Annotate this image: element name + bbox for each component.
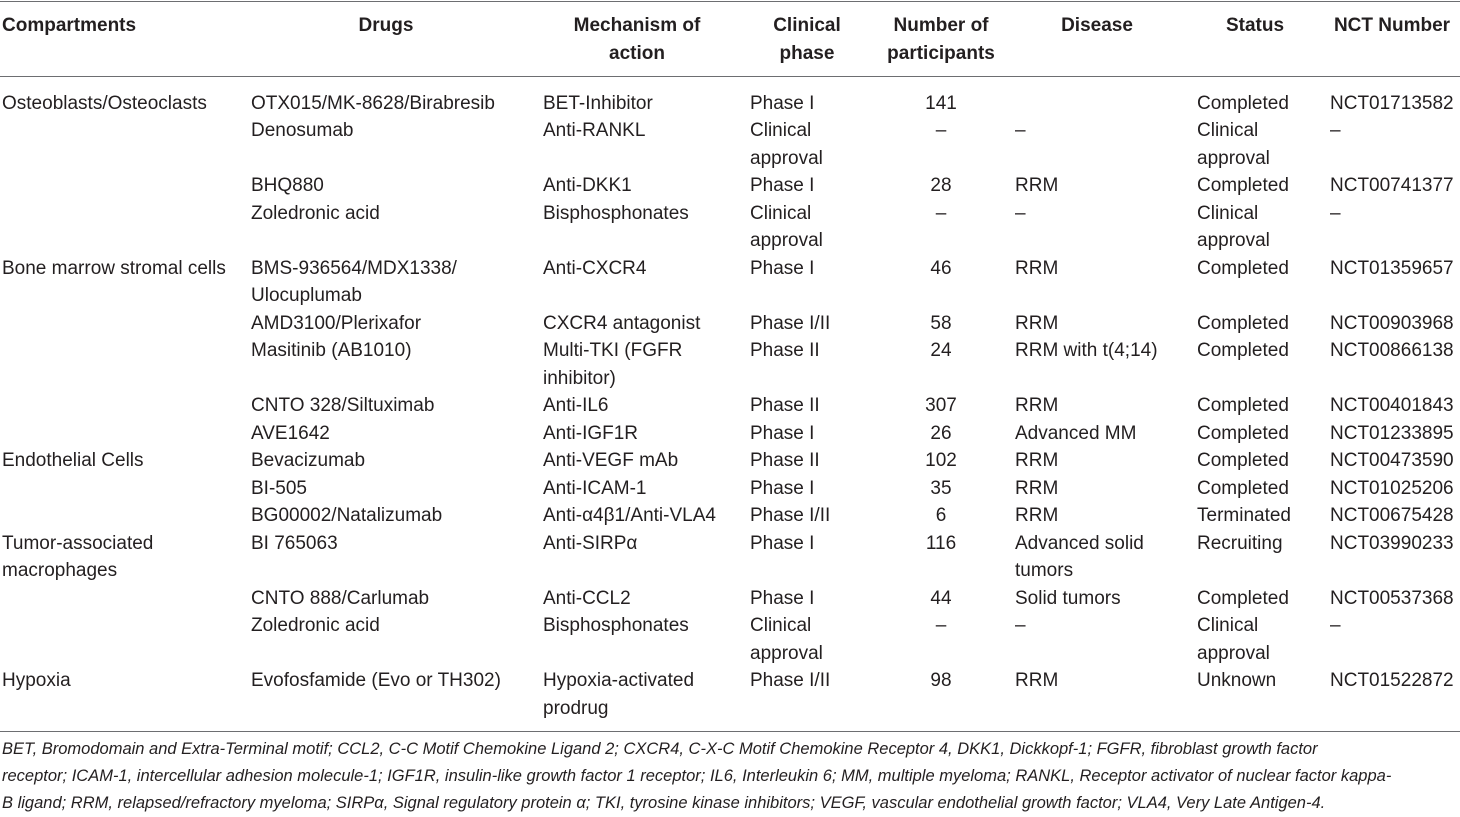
cell-status <box>1197 585 1289 613</box>
cell-drug-line: Denosumab <box>251 120 354 141</box>
cell-compartment-line: Hypoxia <box>2 670 71 691</box>
cell-status-line: Completed <box>1197 422 1289 444</box>
cell-status <box>1197 255 1289 283</box>
cell-participants: 26 <box>930 422 952 444</box>
cell-disease <box>1015 255 1058 283</box>
cell-phase <box>750 585 814 613</box>
cell-status <box>1197 90 1289 118</box>
cell-phase-line: approval <box>750 147 823 169</box>
cell-disease <box>1015 337 1158 365</box>
cell-status <box>1197 420 1289 448</box>
cell-disease <box>1015 502 1058 530</box>
cell-disease-line: RRM <box>1015 670 1059 691</box>
cell-status <box>1197 200 1270 255</box>
header-participants <box>876 12 1006 67</box>
cell-nct: NCT01233895 <box>1330 422 1454 444</box>
footnote-line: BET, Bromodomain and Extra-Terminal motif; CCL2, C-C Motif Chemokine Ligand 2; CXCR4, C-X-C Motif Chemokine Receptor 4, DKK1, Dickkopf-1; FGFR, fibroblast growth factor <box>2 740 1318 758</box>
cell-nct: NCT00401843 <box>1330 395 1454 416</box>
cell-disease <box>1015 117 1026 145</box>
header-phase-line1: Clinical <box>773 15 841 36</box>
cell-mechanism <box>543 530 637 558</box>
cell-compartment-line: Endothelial Cells <box>2 450 144 471</box>
cell-mechanism-line: CXCR4 antagonist <box>543 312 701 334</box>
cell-nct: NCT00675428 <box>1330 505 1454 526</box>
cell-mechanism-line: Anti-IGF1R <box>543 422 639 444</box>
header-participants-line2: participants <box>887 42 995 64</box>
cell-disease-line: – <box>1015 615 1026 636</box>
cell-status-line: Completed <box>1197 477 1289 499</box>
cell-mechanism <box>543 475 646 503</box>
cell-phase <box>750 310 830 338</box>
cell-mechanism <box>543 585 631 613</box>
cell-status-line: Completed <box>1197 395 1289 416</box>
cell-participants: 35 <box>930 477 952 499</box>
cell-phase-line: Clinical <box>750 120 812 141</box>
header-drugs: Drugs <box>358 15 414 36</box>
cell-mechanism-line: Anti-α4β1/Anti-VLA4 <box>543 505 716 526</box>
cell-compartment <box>2 255 226 283</box>
cell-phase-line: Clinical <box>750 615 812 636</box>
cell-status-line: approval <box>1197 230 1270 251</box>
cell-mechanism-line: Hypoxia-activated <box>543 670 695 691</box>
header-participants-line1: Number of <box>893 15 989 36</box>
cell-mechanism-line: Anti-SIRPα <box>543 532 638 554</box>
cell-drug <box>251 667 501 695</box>
cell-phase <box>750 172 814 200</box>
cell-drug-line: BHQ880 <box>251 175 324 196</box>
footnote-line: B ligand; RRM, relapsed/refractory myeloma; SIRPα, Signal regulatory protein α; TKI, tyrosine kinase inhibitors; VEGF, vascular endothelial growth factor; VLA4, Very Late Antigen-4. <box>2 794 1326 812</box>
header-phase-line2: phase <box>779 42 835 64</box>
cell-drug <box>251 117 353 145</box>
cell-disease-line: RRM <box>1015 257 1059 279</box>
cell-disease-line: Advanced solid <box>1015 532 1144 554</box>
cell-phase-line: Phase II <box>750 450 820 471</box>
cell-drug-line: AMD3100/Plerixafor <box>251 312 422 334</box>
cell-drug-line: Zoledronic acid <box>251 202 380 224</box>
cell-status <box>1197 392 1289 420</box>
header-disease: Disease <box>1061 15 1133 36</box>
cell-mechanism <box>543 667 694 722</box>
cell-status-line: Completed <box>1197 92 1289 114</box>
cell-nct: NCT00537368 <box>1330 587 1454 609</box>
cell-disease-line: tumors <box>1015 560 1074 581</box>
cell-status <box>1197 612 1270 667</box>
cell-phase <box>750 502 830 530</box>
cell-compartment-line: macrophages <box>2 560 118 581</box>
cell-disease <box>1015 447 1058 475</box>
cell-disease <box>1015 475 1058 503</box>
cell-mechanism <box>543 420 638 448</box>
cell-participants: 141 <box>925 92 957 114</box>
cell-compartment <box>2 530 153 585</box>
cell-status <box>1197 117 1270 172</box>
cell-phase-line: Phase I <box>750 477 815 499</box>
cell-participants: 24 <box>930 340 952 361</box>
cell-participants: – <box>935 615 947 636</box>
cell-phase-line: Phase I <box>750 257 815 279</box>
cell-phase-line: Phase I/II <box>750 670 831 691</box>
cell-disease-line: RRM <box>1015 312 1059 334</box>
cell-phase-line: approval <box>750 230 823 251</box>
cell-drug-line: AVE1642 <box>251 422 330 444</box>
cell-phase <box>750 420 814 448</box>
cell-mechanism-line: prodrug <box>543 697 609 719</box>
cell-participants: 58 <box>930 312 952 334</box>
cell-status <box>1197 447 1289 475</box>
cell-phase-line: Phase I/II <box>750 312 831 334</box>
footnote-line: receptor; ICAM-1, intercellular adhesion molecule-1; IGF1R, insulin-like growth factor 1 receptor; IL6, Interleukin 6; MM, multiple myeloma; RANKL, Receptor activator of nuclear factor kappa- <box>2 767 1392 785</box>
cell-mechanism-line: Anti-VEGF mAb <box>543 450 679 471</box>
cell-mechanism-line: Anti-IL6 <box>543 395 609 416</box>
cell-compartment-line: Bone marrow stromal cells <box>2 257 226 279</box>
cell-disease <box>1015 420 1136 448</box>
cell-phase <box>750 200 823 255</box>
cell-participants: 98 <box>930 670 952 691</box>
cell-mechanism-line: BET-Inhibitor <box>543 92 653 114</box>
cell-phase <box>750 667 830 695</box>
cell-mechanism <box>543 117 645 145</box>
cell-disease-line: RRM <box>1015 450 1059 471</box>
cell-nct: NCT00473590 <box>1330 450 1454 471</box>
cell-drug <box>251 447 365 475</box>
cell-status <box>1197 310 1289 338</box>
cell-drug <box>251 255 457 310</box>
cell-drug <box>251 200 380 228</box>
cell-status-line: Completed <box>1197 340 1289 361</box>
cell-status-line: Terminated <box>1197 505 1291 526</box>
cell-mechanism-line: Anti-CCL2 <box>543 587 631 609</box>
cell-compartment-line: Osteoblasts/Osteoclasts <box>2 92 207 114</box>
cell-nct: NCT01713582 <box>1330 92 1454 114</box>
cell-mechanism-line: Anti-DKK1 <box>543 175 632 196</box>
header-phase <box>760 12 854 67</box>
cell-compartment <box>2 90 207 118</box>
cell-disease <box>1015 612 1026 640</box>
cell-mechanism <box>543 392 608 420</box>
cell-participants: 307 <box>925 395 957 416</box>
cell-drug-line: Zoledronic acid <box>251 615 380 636</box>
cell-phase-line: Phase II <box>750 340 820 361</box>
cell-phase <box>750 447 820 475</box>
cell-nct: – <box>1330 615 1341 636</box>
cell-status-line: Completed <box>1197 175 1289 196</box>
cell-disease-line: RRM <box>1015 505 1059 526</box>
cell-status-line: Completed <box>1197 450 1289 471</box>
cell-status-line: Clinical <box>1197 120 1259 141</box>
cell-phase-line: Phase I <box>750 587 815 609</box>
cell-mechanism-line: Anti-RANKL <box>543 120 646 141</box>
cell-nct: NCT00866138 <box>1330 340 1454 361</box>
cell-mechanism <box>543 612 689 640</box>
cell-drug <box>251 475 307 503</box>
cell-status <box>1197 530 1283 558</box>
cell-mechanism <box>543 310 700 338</box>
cell-drug <box>251 502 442 530</box>
cell-disease <box>1015 667 1058 695</box>
cell-nct: – <box>1330 120 1341 141</box>
cell-status-line: Clinical <box>1197 202 1259 224</box>
cell-disease-line: RRM <box>1015 395 1059 416</box>
cell-status <box>1197 337 1289 365</box>
cell-compartment <box>2 667 71 695</box>
cell-status-line: Completed <box>1197 587 1289 609</box>
cell-participants: 102 <box>925 450 957 471</box>
cell-nct: – <box>1330 202 1341 224</box>
cell-nct: NCT00741377 <box>1330 175 1454 196</box>
cell-drug <box>251 585 429 613</box>
cell-mechanism <box>543 255 646 283</box>
table-top-rule <box>0 1 1460 2</box>
cell-nct: NCT01522872 <box>1330 670 1454 691</box>
table-bottom-rule <box>0 731 1460 732</box>
cell-disease-line: – <box>1015 120 1026 141</box>
cell-phase-line: Clinical <box>750 202 812 224</box>
cell-drug <box>251 392 434 420</box>
cell-phase-line: Phase I <box>750 92 815 114</box>
cell-status-line: approval <box>1197 642 1270 664</box>
header-nct: NCT Number <box>1333 15 1451 36</box>
cell-disease-line: – <box>1015 202 1026 224</box>
header-mechanism <box>540 12 734 67</box>
cell-disease <box>1015 200 1026 228</box>
cell-status <box>1197 475 1289 503</box>
cell-mechanism <box>543 447 678 475</box>
cell-mechanism-line: Bisphosphonates <box>543 202 689 224</box>
cell-drug-line: Evofosfamide (Evo or TH302) <box>251 670 501 691</box>
cell-disease-line: RRM <box>1015 175 1059 196</box>
cell-drug-line: CNTO 328/Siltuximab <box>251 395 435 416</box>
cell-phase <box>750 475 814 503</box>
header-compartments: Compartments <box>2 15 137 36</box>
cell-disease-line: Solid tumors <box>1015 587 1121 609</box>
cell-disease-line: RRM <box>1015 477 1059 499</box>
header-bottom-rule <box>0 76 1460 77</box>
cell-drug <box>251 420 330 448</box>
cell-drug <box>251 90 495 118</box>
cell-drug <box>251 612 380 640</box>
cell-drug-line: BG00002/Natalizumab <box>251 505 443 526</box>
cell-nct: NCT01025206 <box>1330 477 1454 499</box>
cell-mechanism <box>543 90 653 118</box>
cell-disease <box>1015 530 1144 585</box>
cell-drug-line: BI-505 <box>251 477 307 499</box>
cell-participants: – <box>935 120 947 141</box>
cell-drug <box>251 172 324 200</box>
cell-nct: NCT00903968 <box>1330 312 1454 334</box>
cell-compartment <box>2 447 144 475</box>
cell-phase-line: Phase II <box>750 395 820 416</box>
header-mechanism-line1: Mechanism of <box>573 15 701 36</box>
cell-compartment-line: Tumor-associated <box>2 532 154 554</box>
cell-drug <box>251 337 412 365</box>
cell-phase-line: Phase I <box>750 532 815 554</box>
cell-disease <box>1015 392 1058 420</box>
cell-participants: – <box>935 202 947 224</box>
header-status: Status <box>1225 15 1285 36</box>
cell-drug-line: Ulocuplumab <box>251 285 362 306</box>
cell-phase-line: Phase I <box>750 175 815 196</box>
cell-phase <box>750 90 814 118</box>
cell-mechanism <box>543 200 689 228</box>
cell-drug <box>251 310 421 338</box>
cell-phase <box>750 117 823 172</box>
cell-mechanism-line: Anti-CXCR4 <box>543 257 647 279</box>
table-footnote <box>2 736 1458 817</box>
cell-disease-line: Advanced MM <box>1015 422 1137 444</box>
cell-participants: 44 <box>930 587 952 609</box>
cell-mechanism-line: inhibitor) <box>543 367 616 389</box>
cell-mechanism-line: Multi-TKI (FGFR <box>543 340 683 361</box>
cell-drug-line: OTX015/MK-8628/Birabresib <box>251 92 495 114</box>
cell-drug-line: Bevacizumab <box>251 450 366 471</box>
cell-phase-line: approval <box>750 642 823 664</box>
cell-status-line: Completed <box>1197 257 1289 279</box>
cell-status-line: approval <box>1197 147 1270 169</box>
cell-status-line: Clinical <box>1197 615 1259 636</box>
cell-mechanism <box>543 337 682 392</box>
cell-drug <box>251 530 338 558</box>
cell-disease <box>1015 585 1121 613</box>
cell-status <box>1197 502 1291 530</box>
cell-phase <box>750 530 814 558</box>
cell-mechanism <box>543 172 632 200</box>
cell-status-line: Recruiting <box>1197 532 1283 554</box>
cell-drug-line: CNTO 888/Carlumab <box>251 587 430 609</box>
cell-mechanism-line: Bisphosphonates <box>543 615 689 636</box>
cell-participants: 46 <box>930 257 952 279</box>
cell-phase <box>750 337 820 365</box>
cell-disease <box>1015 310 1058 338</box>
cell-status <box>1197 172 1289 200</box>
cell-phase <box>750 392 820 420</box>
cell-drug-line: BMS-936564/MDX1338/ <box>251 257 457 279</box>
cell-participants: 116 <box>925 532 957 554</box>
cell-nct: NCT01359657 <box>1330 257 1454 279</box>
cell-status-line: Completed <box>1197 312 1289 334</box>
cell-drug-line: BI 765063 <box>251 532 338 554</box>
cell-status <box>1197 667 1276 695</box>
cell-phase <box>750 612 823 667</box>
cell-phase-line: Phase I <box>750 422 815 444</box>
cell-drug-line: Masitinib (AB1010) <box>251 340 412 361</box>
cell-disease-line: RRM with t(4;14) <box>1015 340 1158 361</box>
cell-disease <box>1015 172 1058 200</box>
cell-status-line: Unknown <box>1197 670 1277 691</box>
cell-participants: 28 <box>930 175 952 196</box>
cell-phase-line: Phase I/II <box>750 505 831 526</box>
header-mechanism-line2: action <box>609 42 665 64</box>
cell-mechanism-line: Anti-ICAM-1 <box>543 477 647 499</box>
cell-nct: NCT03990233 <box>1330 532 1454 554</box>
cell-phase <box>750 255 814 283</box>
cell-participants: 6 <box>935 505 947 526</box>
cell-mechanism <box>543 502 716 530</box>
